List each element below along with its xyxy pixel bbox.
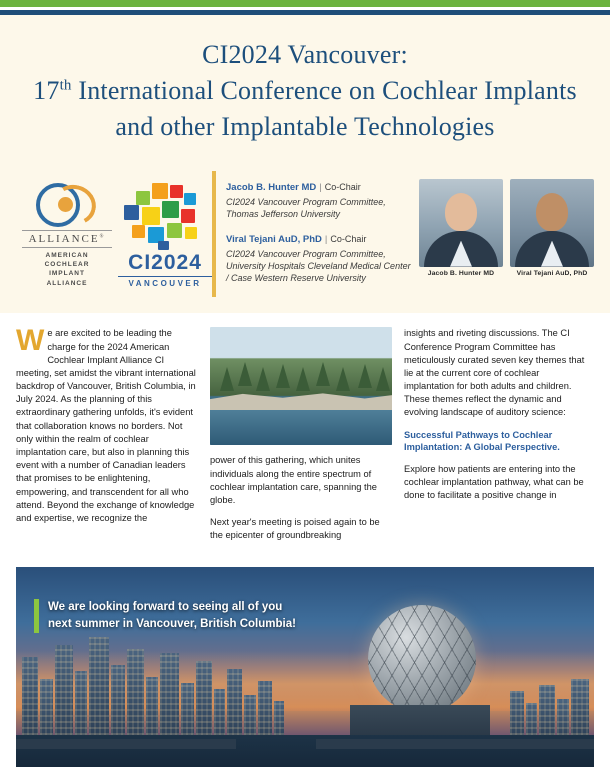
chair-entry [226,229,411,284]
aci-logo-icon [36,183,98,227]
chair-name: Viral Tejani AuD, PhD [226,233,322,245]
headshot [510,179,594,294]
chair-divider: | [324,233,328,245]
article-paragraph: Next year's meeting is poised again to be the epicenter of groundbreaking [210,517,380,541]
headshot-caption: Viral Tejani AuD, PhD [516,269,588,277]
article-paragraph-text: e are excited to be leading the charge for the 2024 American Cochlear Implant Alliance CI meeting, set amidst the vibrant international backdrop of Vancouver, British Columbia, in July 2024. As the planning of this extraordinary gathering unfolds, it's evident that collaboration knows no borders. Not only within the realm of cochlear implantation care, but also in planning this event with a number of Canadian leaders that promises to be enlightening, empowering, and transcendent for all who attend. Beyond the exchange of knowledge and expertise, we recognize the [16,328,196,523]
title-line-1: CI2024 Vancouver: [202,40,408,69]
title-ordinal-number: 17 [33,75,60,105]
article-paragraph: Explore how patients are entering into the cochlear implantation pathway, what can be done to facilitate a positive change in [404,463,584,501]
article-paragraph: insights and riveting discussions. The CI Conference Program Committee has meticulously curated seven key themes that lie at the current core of cochlear implantation for both adults and children. These themes reflect the dynamic and evolving landscape of auditory science: [404,328,585,418]
aci-alliance-logo [16,183,112,289]
aci-sub-line-4: ALLIANCE [46,279,88,287]
ci2024-logo [118,183,212,288]
pier [16,739,236,749]
masthead [0,15,610,163]
title-line-2 [20,73,590,109]
chair-affiliation: CI2024 Vancouver Program Committee, University Hospitals Cleveland Medical Center / Case Western Reserve University [226,248,411,284]
chair-name: Jacob B. Hunter MD [226,181,317,193]
chair-affiliation: CI2024 Vancouver Program Committee, Thomas Jefferson University [226,196,386,219]
article-body [0,313,610,561]
article-paragraph [16,324,198,525]
aci-sub-line-2: COCHLEAR [44,261,90,269]
chair-role: Co-Chair [330,233,367,244]
chair-text-group [226,177,419,294]
chair-divider: | [319,181,322,193]
article-column-1 [16,324,198,551]
ci2024-year-label: CI2024 [128,250,202,274]
headshot-group [419,177,594,294]
headshot-caption: Jacob B. Hunter MD [427,269,495,277]
aci-sub-line-3: IMPLANT [49,270,85,278]
footer-caption-line-2: next summer in Vancouver, British Columbia! [48,618,296,631]
chairs-band [0,163,610,314]
page-title [20,37,590,145]
aci-wordmark: ALLIANCE® [22,230,112,248]
footer-banner-photo [16,567,594,767]
footer-caption [34,599,296,632]
article-column-3 [404,327,586,551]
headshot-photo [510,179,594,267]
title-line-2-rest: International Conference on Cochlear Implants [71,75,577,105]
aci-sub-line-1: AMERICAN [45,251,89,259]
chair-role: Co-Chair [324,181,361,192]
drop-cap: W [16,324,45,358]
theme-heading: Successful Pathways to Cochlear Implantation: A Global Perspective. [404,429,560,453]
pier [316,739,594,749]
footer-caption-line-1: We are looking forward to seeing all of you [48,601,283,614]
ci2024-city-label: VANCOUVER [118,276,212,288]
ci2024-tiles-icon [122,183,208,249]
chair-info [212,171,594,298]
headshot [419,179,503,294]
logo-group [16,171,212,289]
article-paragraph: power of this gathering, which unites individuals along the entire spectrum of cochlear implantation care, spanning the globe. [210,455,377,505]
coastline-photo [210,327,392,445]
chair-entry [226,177,411,220]
top-rule-green [0,0,610,7]
article-column-2 [210,327,392,551]
aci-subtitle [22,251,112,289]
title-line-3: and other Implantable Technologies [115,111,495,141]
headshot-photo [419,179,503,267]
title-ordinal-suffix: th [59,77,72,94]
